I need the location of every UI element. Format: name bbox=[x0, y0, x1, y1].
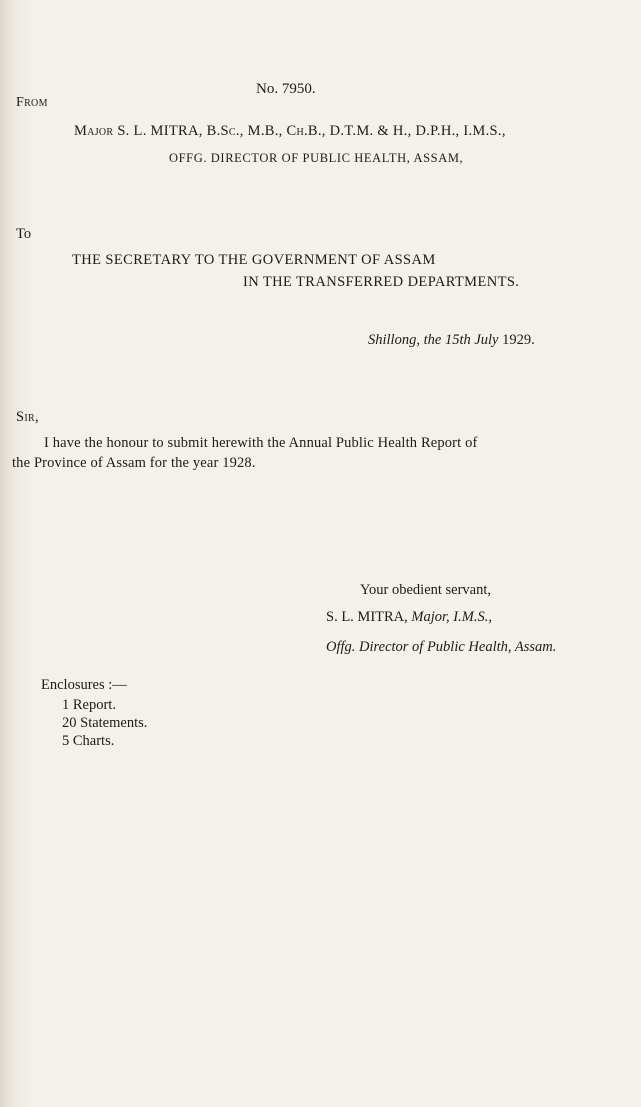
letter-number: No. 7950. bbox=[256, 81, 316, 97]
place: Shillong, bbox=[368, 332, 420, 348]
from-label: From bbox=[16, 95, 48, 110]
body-line-1: I have the honour to submit herewith the Annual Public Health Report of bbox=[44, 435, 478, 451]
enclosure-item: 5 Charts. bbox=[62, 733, 115, 749]
recipient-line-1: THE SECRETARY TO THE GOVERNMENT OF ASSAM bbox=[72, 252, 436, 268]
date-day: 15th bbox=[444, 332, 471, 348]
enclosure-item: 20 Statements. bbox=[62, 715, 148, 731]
date-year: 1929. bbox=[502, 332, 535, 348]
recipient-line-2: IN THE TRANSFERRED DEPARTMENTS. bbox=[243, 274, 520, 290]
to-label: To bbox=[16, 226, 32, 242]
enclosure-item: 1 Report. bbox=[62, 697, 116, 713]
salutation: Sir, bbox=[16, 409, 39, 425]
signature bbox=[326, 610, 492, 625]
date-the: the bbox=[423, 332, 442, 348]
signature-rank: Major, I.M.S., bbox=[411, 609, 492, 625]
closing: Your obedient servant, bbox=[360, 582, 492, 598]
sender-title: OFFG. DIRECTOR OF PUBLIC HEALTH, ASSAM, bbox=[169, 151, 464, 165]
body-line-2: the Province of Assam for the year 1928. bbox=[12, 455, 256, 471]
enclosures-label: Enclosures :— bbox=[41, 677, 127, 693]
place-date bbox=[368, 333, 535, 348]
sender-line-text: Major S. L. MITRA, B.Sc., M.B., Ch.B., D.T.M. & H., D.P.H., I.M.S., bbox=[74, 123, 506, 139]
sender-line bbox=[74, 124, 506, 139]
signature-name: S. L. MITRA, bbox=[326, 609, 408, 625]
date-month: July bbox=[474, 332, 499, 348]
signature-title: Offg. Director of Public Health, Assam. bbox=[326, 639, 557, 655]
